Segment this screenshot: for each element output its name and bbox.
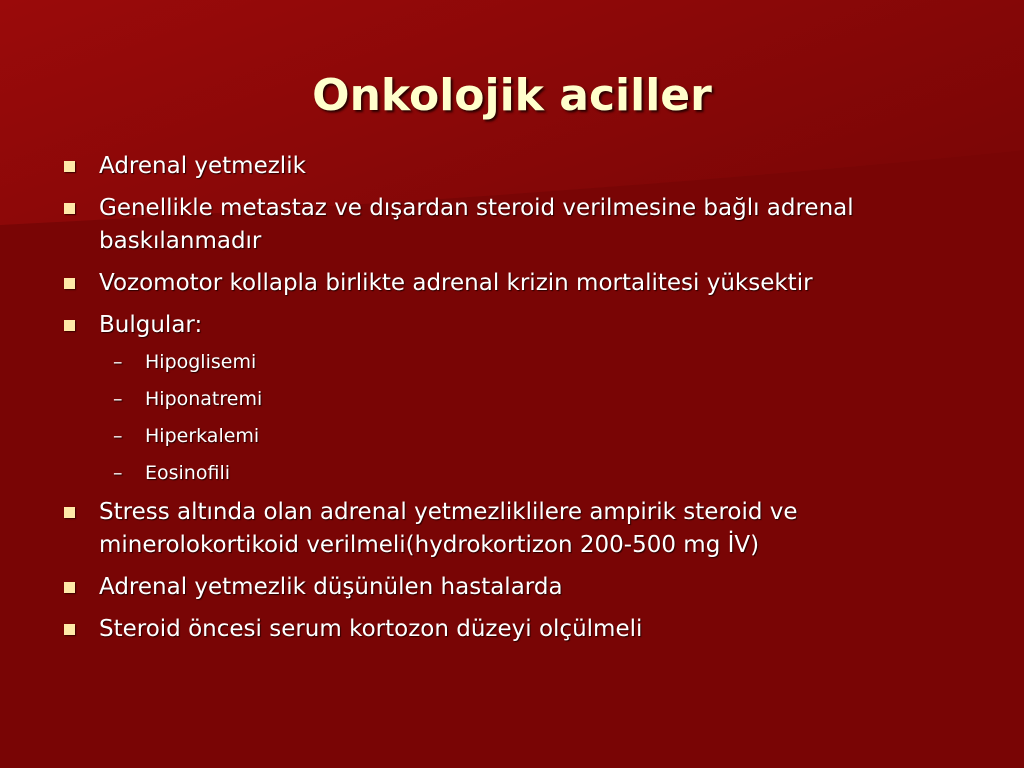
square-bullet-icon [64, 320, 75, 331]
bullet-text: Steroid öncesi serum kortozon düzeyi olçülmeli [99, 616, 643, 642]
bullet-text: Genellikle metastaz ve dışardan steroid verilmesine bağlı adrenal baskılanmadır [99, 195, 854, 254]
sub-bullet-list [62, 348, 962, 487]
bullet-text: Bulgular: [99, 312, 203, 338]
dash-bullet-icon: – [113, 351, 123, 373]
square-bullet-icon [64, 161, 75, 172]
dash-bullet-icon: – [113, 388, 123, 410]
bullet-item [62, 267, 962, 300]
sub-bullet-text: Eosinofili [145, 462, 230, 484]
sub-bullet-item [62, 422, 962, 450]
sub-bullet-container [62, 348, 962, 487]
bullet-text: Vozomotor kollapla birlikte adrenal krizin mortalitesi yüksektir [99, 270, 813, 296]
square-bullet-icon [64, 582, 75, 593]
bullet-item [62, 613, 962, 646]
bullet-item [62, 150, 962, 183]
bullet-text: Stress altında olan adrenal yetmezliklilere ampirik steroid ve minerolokortikoid verilmeli(hydrokortizon 200-500 mg İV) [99, 499, 798, 558]
bullet-item [62, 309, 962, 342]
slide-title: Onkolojik aciller [312, 70, 712, 121]
sub-bullet-text: Hipoglisemi [145, 351, 257, 373]
square-bullet-icon [64, 203, 75, 214]
sub-bullet-item [62, 385, 962, 413]
bullet-item [62, 571, 962, 604]
dash-bullet-icon: – [113, 462, 123, 484]
square-bullet-icon [64, 624, 75, 635]
bullet-list [62, 150, 962, 655]
sub-bullet-text: Hiperkalemi [145, 425, 260, 447]
sub-bullet-text: Hiponatremi [145, 388, 263, 410]
bullet-item [62, 496, 962, 562]
sub-bullet-item [62, 348, 962, 376]
dash-bullet-icon: – [113, 425, 123, 447]
bullet-text: Adrenal yetmezlik düşünülen hastalarda [99, 574, 563, 600]
square-bullet-icon [64, 278, 75, 289]
sub-bullet-item [62, 459, 962, 487]
bullet-text: Adrenal yetmezlik [99, 153, 306, 179]
square-bullet-icon [64, 507, 75, 518]
bullet-item [62, 192, 962, 258]
